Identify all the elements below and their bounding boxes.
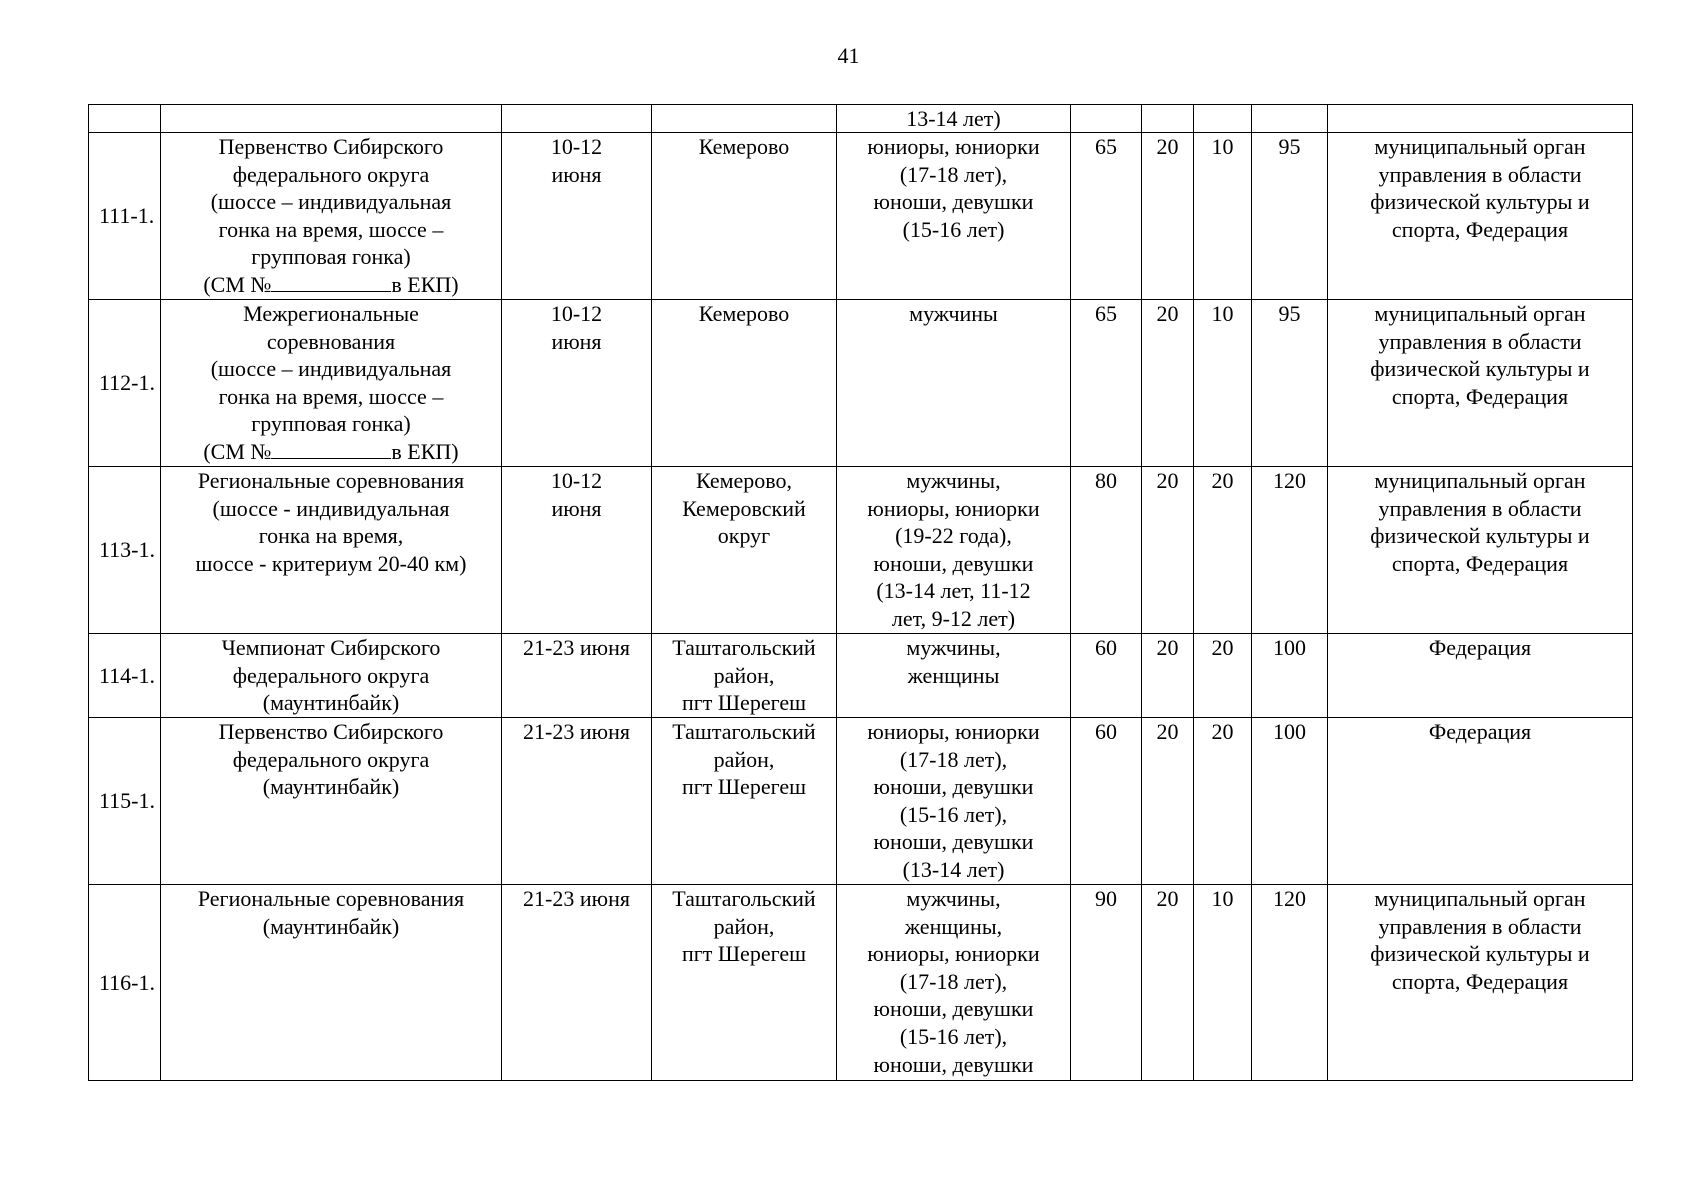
cell-organizer bbox=[1328, 885, 1633, 1081]
participants-line: (17-18 лет), bbox=[899, 968, 1008, 994]
organizer-line: муниципальный орган bbox=[1374, 301, 1586, 326]
cell-participants bbox=[837, 885, 1071, 1081]
organizer-line: управления в области bbox=[1378, 328, 1582, 354]
place-line: Кемерово bbox=[698, 301, 790, 326]
event-name-line: групповая гонка) bbox=[251, 244, 411, 270]
cell-participants bbox=[837, 634, 1071, 718]
cell-num: 111-1. bbox=[89, 133, 161, 300]
event-name-line: (шоссе – индивидуальная bbox=[210, 189, 452, 215]
participants-line: (15-16 лет), bbox=[899, 1023, 1008, 1049]
cell-dates bbox=[502, 718, 652, 885]
cell-dates bbox=[502, 300, 652, 467]
dates-line: 21-23 июня bbox=[523, 886, 630, 911]
participants-line: 13-14 лет) bbox=[906, 106, 1001, 131]
participants-line: юноши, девушки bbox=[873, 996, 1034, 1022]
organizer-line: управления в области bbox=[1378, 495, 1582, 521]
dates-line: 10-12 bbox=[550, 301, 603, 326]
place-line: район, bbox=[713, 913, 775, 939]
cell-place bbox=[652, 885, 837, 1081]
cell-n1 bbox=[1071, 105, 1142, 133]
place-line: Кемерово bbox=[698, 134, 790, 159]
cell-n4: 95 bbox=[1252, 300, 1328, 467]
cell-n4: 100 bbox=[1252, 634, 1328, 718]
cell-name bbox=[161, 467, 502, 634]
participants-line: лет, 9-12 лет) bbox=[891, 605, 1016, 631]
place-line: пгт Шерегеш bbox=[681, 941, 807, 967]
event-name-line: групповая гонка) bbox=[251, 411, 411, 437]
cell-participants bbox=[837, 133, 1071, 300]
event-name-line: гонка на время, шоссе – bbox=[218, 383, 444, 409]
cell-n3: 10 bbox=[1194, 133, 1252, 300]
event-name-line: Межрегиональные bbox=[243, 301, 419, 326]
page-number: 41 bbox=[837, 43, 860, 68]
cell-n2: 20 bbox=[1142, 718, 1194, 885]
participants-line: юноши, девушки bbox=[873, 189, 1034, 215]
cell-participants bbox=[837, 300, 1071, 467]
cell-n2: 20 bbox=[1142, 634, 1194, 718]
cell-dates bbox=[502, 467, 652, 634]
cell-dates bbox=[502, 105, 652, 133]
cell-place bbox=[652, 634, 837, 718]
cm-reference-line bbox=[161, 438, 501, 466]
cell-organizer bbox=[1328, 718, 1633, 885]
dates-line: 21-23 июня bbox=[523, 719, 630, 744]
cell-organizer bbox=[1328, 133, 1633, 300]
participants-line: юноши, девушки bbox=[873, 774, 1034, 800]
continuation-row bbox=[89, 105, 1633, 133]
organizer-line: спорта, Федерация bbox=[1391, 550, 1569, 576]
organizer-line: управления в области bbox=[1378, 161, 1582, 187]
place-line: Кемерово, bbox=[695, 468, 793, 493]
cell-n3: 20 bbox=[1194, 634, 1252, 718]
cell-name bbox=[161, 718, 502, 885]
table-row bbox=[89, 718, 1633, 885]
dates-line: 10-12 bbox=[550, 134, 603, 159]
cell-n4 bbox=[1252, 105, 1328, 133]
cell-n3: 20 bbox=[1194, 718, 1252, 885]
event-name-line: гонка на время, bbox=[258, 523, 404, 549]
cm-suffix: в ЕКП) bbox=[391, 271, 459, 297]
cell-num: 114-1. bbox=[89, 634, 161, 718]
cell-n3 bbox=[1194, 105, 1252, 133]
cell-place bbox=[652, 300, 837, 467]
organizer-line: Федерация bbox=[1428, 635, 1532, 660]
cell-n2: 20 bbox=[1142, 885, 1194, 1081]
cell-n2 bbox=[1142, 105, 1194, 133]
organizer-line: муниципальный орган bbox=[1374, 886, 1586, 911]
cell-place bbox=[652, 467, 837, 634]
organizer-line: управления в области bbox=[1378, 913, 1582, 939]
cell-n2: 20 bbox=[1142, 300, 1194, 467]
participants-line: мужчины, bbox=[906, 635, 1001, 660]
cm-number-blank bbox=[271, 271, 391, 292]
cell-organizer bbox=[1328, 467, 1633, 634]
cell-num bbox=[89, 105, 161, 133]
participants-line: мужчины bbox=[909, 301, 998, 326]
organizer-line: физической культуры и bbox=[1370, 189, 1590, 215]
cell-n4: 100 bbox=[1252, 718, 1328, 885]
event-name-line: Региональные соревнования bbox=[197, 468, 465, 493]
organizer-line: спорта, Федерация bbox=[1391, 383, 1569, 409]
table-row bbox=[89, 634, 1633, 718]
dates-line: 10-12 bbox=[550, 468, 603, 493]
organizer-line: спорта, Федерация bbox=[1391, 968, 1569, 994]
cell-name bbox=[161, 133, 502, 300]
cell-n1: 65 bbox=[1071, 133, 1142, 300]
organizer-line: спорта, Федерация bbox=[1391, 216, 1569, 242]
cell-place bbox=[652, 718, 837, 885]
cell-n3: 10 bbox=[1194, 300, 1252, 467]
cell-name bbox=[161, 885, 502, 1081]
event-name-line: шоссе - критериум 20-40 км) bbox=[195, 550, 467, 576]
cell-num: 116-1. bbox=[89, 885, 161, 1081]
cell-n1: 80 bbox=[1071, 467, 1142, 634]
event-name-line: соревнования bbox=[266, 328, 396, 354]
table-row bbox=[89, 885, 1633, 1081]
organizer-line: физической культуры и bbox=[1370, 356, 1590, 382]
participants-line: юниоры, юниорки bbox=[867, 719, 1040, 744]
cell-n1: 65 bbox=[1071, 300, 1142, 467]
dates-line: 21-23 июня bbox=[523, 635, 630, 660]
cell-n3: 20 bbox=[1194, 467, 1252, 634]
participants-line: юниоры, юниорки bbox=[867, 941, 1040, 967]
dates-line: июня bbox=[551, 328, 602, 354]
cell-name bbox=[161, 634, 502, 718]
participants-line: (15-16 лет) bbox=[902, 216, 1005, 242]
cell-place bbox=[652, 105, 837, 133]
participants-line: (17-18 лет), bbox=[899, 746, 1008, 772]
participants-line: (19-22 года), bbox=[895, 523, 1012, 549]
event-name-line: (маунтинбайк) bbox=[262, 690, 400, 716]
table-row bbox=[89, 133, 1633, 300]
participants-line: юноши, девушки bbox=[873, 829, 1034, 855]
place-line: Таштагольский bbox=[672, 719, 816, 744]
event-name-line: федерального округа bbox=[232, 746, 430, 772]
event-name-line: федерального округа bbox=[232, 161, 430, 187]
participants-line: юноши, девушки bbox=[873, 550, 1034, 576]
participants-line: женщины bbox=[907, 662, 1000, 688]
cell-organizer bbox=[1328, 105, 1633, 133]
cell-n4: 120 bbox=[1252, 467, 1328, 634]
participants-line: юноши, девушки bbox=[873, 1051, 1034, 1077]
cell-n3: 10 bbox=[1194, 885, 1252, 1081]
events-table bbox=[88, 104, 1633, 1081]
organizer-line: Федерация bbox=[1428, 719, 1532, 744]
place-line: Таштагольский bbox=[672, 886, 816, 911]
event-name-line: (шоссе - индивидуальная bbox=[212, 495, 450, 521]
cell-n2: 20 bbox=[1142, 133, 1194, 300]
cm-number-blank bbox=[271, 438, 391, 459]
cm-prefix: (СМ № bbox=[203, 271, 272, 297]
participants-line: (17-18 лет), bbox=[899, 161, 1008, 187]
event-name-line: Региональные соревнования bbox=[197, 886, 465, 911]
cell-n1: 60 bbox=[1071, 718, 1142, 885]
dates-line: июня bbox=[551, 161, 602, 187]
cell-n2: 20 bbox=[1142, 467, 1194, 634]
event-name-line: Чемпионат Сибирского bbox=[221, 635, 441, 660]
place-line: Таштагольский bbox=[672, 635, 816, 660]
participants-line: (13-14 лет) bbox=[902, 856, 1005, 882]
place-line: Кемеровский bbox=[682, 495, 806, 521]
cell-name bbox=[161, 300, 502, 467]
event-name-line: (шоссе – индивидуальная bbox=[210, 356, 452, 382]
cell-dates bbox=[502, 885, 652, 1081]
cell-n4: 120 bbox=[1252, 885, 1328, 1081]
cell-place bbox=[652, 133, 837, 300]
event-name-line: Первенство Сибирского bbox=[218, 719, 444, 744]
table-row bbox=[89, 467, 1633, 634]
participants-line: юниоры, юниорки bbox=[867, 134, 1040, 159]
cell-participants bbox=[837, 105, 1071, 133]
organizer-line: муниципальный орган bbox=[1374, 468, 1586, 493]
place-line: пгт Шерегеш bbox=[681, 774, 807, 800]
participants-line: мужчины, bbox=[906, 886, 1001, 911]
event-name-line: федерального округа bbox=[232, 662, 430, 688]
event-name-line: Первенство Сибирского bbox=[218, 134, 444, 159]
event-name-line: гонка на время, шоссе – bbox=[218, 216, 444, 242]
cell-num: 115-1. bbox=[89, 718, 161, 885]
cell-n4: 95 bbox=[1252, 133, 1328, 300]
cell-organizer bbox=[1328, 634, 1633, 718]
cell-participants bbox=[837, 467, 1071, 634]
cm-reference-line bbox=[161, 271, 501, 299]
organizer-line: физической культуры и bbox=[1370, 941, 1590, 967]
place-line: район, bbox=[713, 662, 775, 688]
place-line: район, bbox=[713, 746, 775, 772]
cell-num: 112-1. bbox=[89, 300, 161, 467]
cell-num: 113-1. bbox=[89, 467, 161, 634]
organizer-line: физической культуры и bbox=[1370, 523, 1590, 549]
event-name-line: (маунтинбайк) bbox=[262, 913, 400, 939]
cell-participants bbox=[837, 718, 1071, 885]
table-row bbox=[89, 300, 1633, 467]
cm-prefix: (СМ № bbox=[203, 438, 272, 464]
cell-organizer bbox=[1328, 300, 1633, 467]
cell-n1: 60 bbox=[1071, 634, 1142, 718]
participants-line: юниоры, юниорки bbox=[867, 495, 1040, 521]
cell-dates bbox=[502, 634, 652, 718]
place-line: округ bbox=[717, 523, 771, 549]
cell-n1: 90 bbox=[1071, 885, 1142, 1081]
place-line: пгт Шерегеш bbox=[681, 690, 807, 716]
cell-name bbox=[161, 105, 502, 133]
participants-line: (13-14 лет, 11-12 bbox=[876, 578, 1031, 604]
participants-line: мужчины, bbox=[906, 468, 1001, 493]
cm-suffix: в ЕКП) bbox=[391, 438, 459, 464]
organizer-line: муниципальный орган bbox=[1374, 134, 1586, 159]
cell-dates bbox=[502, 133, 652, 300]
event-name-line: (маунтинбайк) bbox=[262, 774, 400, 800]
dates-line: июня bbox=[551, 495, 602, 521]
participants-line: (15-16 лет), bbox=[899, 801, 1008, 827]
participants-line: женщины, bbox=[904, 913, 1003, 939]
